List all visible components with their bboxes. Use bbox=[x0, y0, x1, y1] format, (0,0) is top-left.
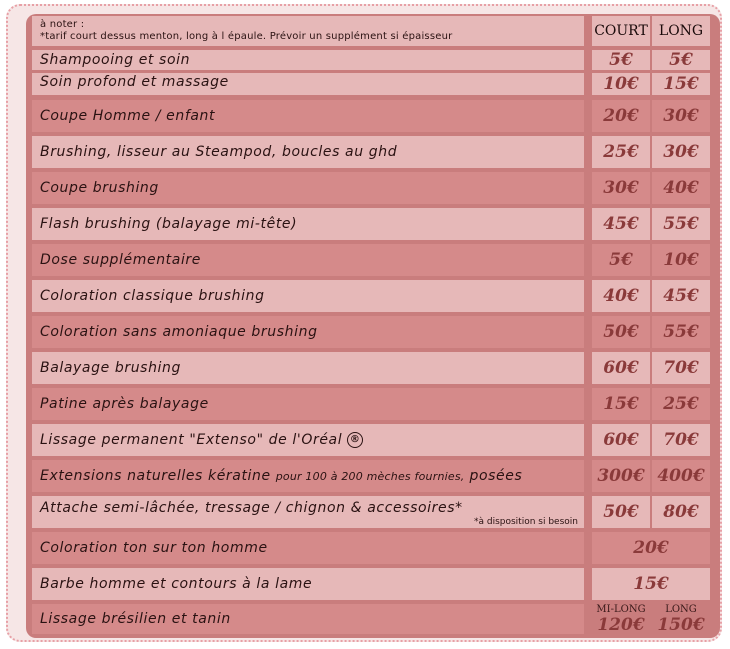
caption-mid-long: MI-LONG bbox=[596, 603, 646, 615]
table-row bbox=[26, 458, 720, 494]
header-row bbox=[26, 14, 720, 48]
table-row bbox=[26, 422, 720, 458]
table-row bbox=[26, 170, 720, 206]
table-row bbox=[26, 494, 720, 530]
table-row bbox=[26, 98, 720, 134]
price-long: 15€ bbox=[652, 73, 710, 95]
service-label-text: Attache semi-lâchée, tressage / chignon & accessoires* bbox=[40, 500, 463, 516]
registered-icon: ® bbox=[347, 432, 363, 448]
service-label: Patine après balayage bbox=[32, 388, 584, 420]
table-row bbox=[26, 566, 720, 602]
service-label-detail: pour 100 à 200 mèches fournies, bbox=[275, 469, 465, 483]
price-long: 70€ bbox=[652, 424, 710, 456]
price-long: 40€ bbox=[652, 172, 710, 204]
price-long: 30€ bbox=[652, 136, 710, 168]
service-label: Dose supplémentaire bbox=[32, 244, 584, 276]
table-row bbox=[26, 278, 720, 314]
table-row bbox=[26, 206, 720, 242]
table-row bbox=[26, 134, 720, 170]
column-header-short: COURT bbox=[592, 16, 650, 46]
table-row bbox=[26, 350, 720, 386]
service-label-main: Extensions naturelles kératine bbox=[40, 468, 271, 484]
price-short: 30€ bbox=[592, 172, 650, 204]
price-long bbox=[652, 604, 710, 634]
price-short: 25€ bbox=[592, 136, 650, 168]
service-label: Lissage brésilien et tanin bbox=[32, 604, 584, 634]
service-label: Barbe homme et contours à la lame bbox=[32, 568, 584, 600]
table-row bbox=[26, 530, 720, 566]
price-single: 15€ bbox=[592, 568, 710, 600]
service-label bbox=[32, 496, 584, 528]
service-label: Flash brushing (balayage mi-tête) bbox=[32, 208, 584, 240]
service-label: Coupe Homme / enfant bbox=[32, 100, 584, 132]
column-header-long: LONG bbox=[652, 16, 710, 46]
price-short: 45€ bbox=[592, 208, 650, 240]
price-short: 15€ bbox=[592, 388, 650, 420]
service-label: Coupe brushing bbox=[32, 172, 584, 204]
price-long: 70€ bbox=[652, 352, 710, 384]
service-label: Balayage brushing bbox=[32, 352, 584, 384]
note-box bbox=[32, 16, 584, 46]
price-long: 25€ bbox=[652, 388, 710, 420]
service-label: Coloration classique brushing bbox=[32, 280, 584, 312]
price-long: 10€ bbox=[652, 244, 710, 276]
service-label-end: posées bbox=[469, 468, 523, 484]
service-label: Soin profond et massage bbox=[32, 73, 584, 95]
price-short: 300€ bbox=[592, 460, 650, 492]
price-list-panel bbox=[26, 14, 720, 638]
price-mid-long bbox=[592, 604, 650, 634]
price-short: 60€ bbox=[592, 424, 650, 456]
note-title: à noter : bbox=[40, 19, 85, 30]
value-long: 150€ bbox=[657, 614, 705, 635]
table-row bbox=[26, 242, 720, 278]
table-row bbox=[26, 314, 720, 350]
service-label: Coloration sans amoniaque brushing bbox=[32, 316, 584, 348]
service-label-text: Lissage permanent "Extenso" de l'Oréal bbox=[40, 432, 343, 448]
service-label bbox=[32, 460, 584, 492]
table-row bbox=[26, 386, 720, 422]
price-short: 20€ bbox=[592, 100, 650, 132]
price-long: 400€ bbox=[652, 460, 710, 492]
price-long: 5€ bbox=[652, 50, 710, 70]
price-short: 60€ bbox=[592, 352, 650, 384]
price-short: 50€ bbox=[592, 316, 650, 348]
value-mid-long: 120€ bbox=[597, 614, 645, 635]
price-short: 10€ bbox=[592, 73, 650, 95]
service-label: Brushing, lisseur au Steampod, boucles au ghd bbox=[32, 136, 584, 168]
price-short: 50€ bbox=[592, 496, 650, 528]
table-row bbox=[26, 602, 720, 636]
price-long: 55€ bbox=[652, 316, 710, 348]
table-row bbox=[26, 71, 720, 97]
price-long: 80€ bbox=[652, 496, 710, 528]
price-long: 45€ bbox=[652, 280, 710, 312]
table-row bbox=[26, 48, 720, 72]
note-text: *tarif court dessus menton, long à l épaule. Prévoir un supplément si épaisseur bbox=[40, 31, 453, 42]
price-long: 30€ bbox=[652, 100, 710, 132]
price-short: 40€ bbox=[592, 280, 650, 312]
price-short: 5€ bbox=[592, 50, 650, 70]
service-label: Shampooing et soin bbox=[32, 50, 584, 70]
price-long: 55€ bbox=[652, 208, 710, 240]
price-short: 5€ bbox=[592, 244, 650, 276]
price-single: 20€ bbox=[592, 532, 710, 564]
service-label: Coloration ton sur ton homme bbox=[32, 532, 584, 564]
service-label bbox=[32, 424, 584, 456]
footnote: *à disposition si besoin bbox=[474, 517, 578, 527]
caption-long: LONG bbox=[665, 603, 697, 615]
